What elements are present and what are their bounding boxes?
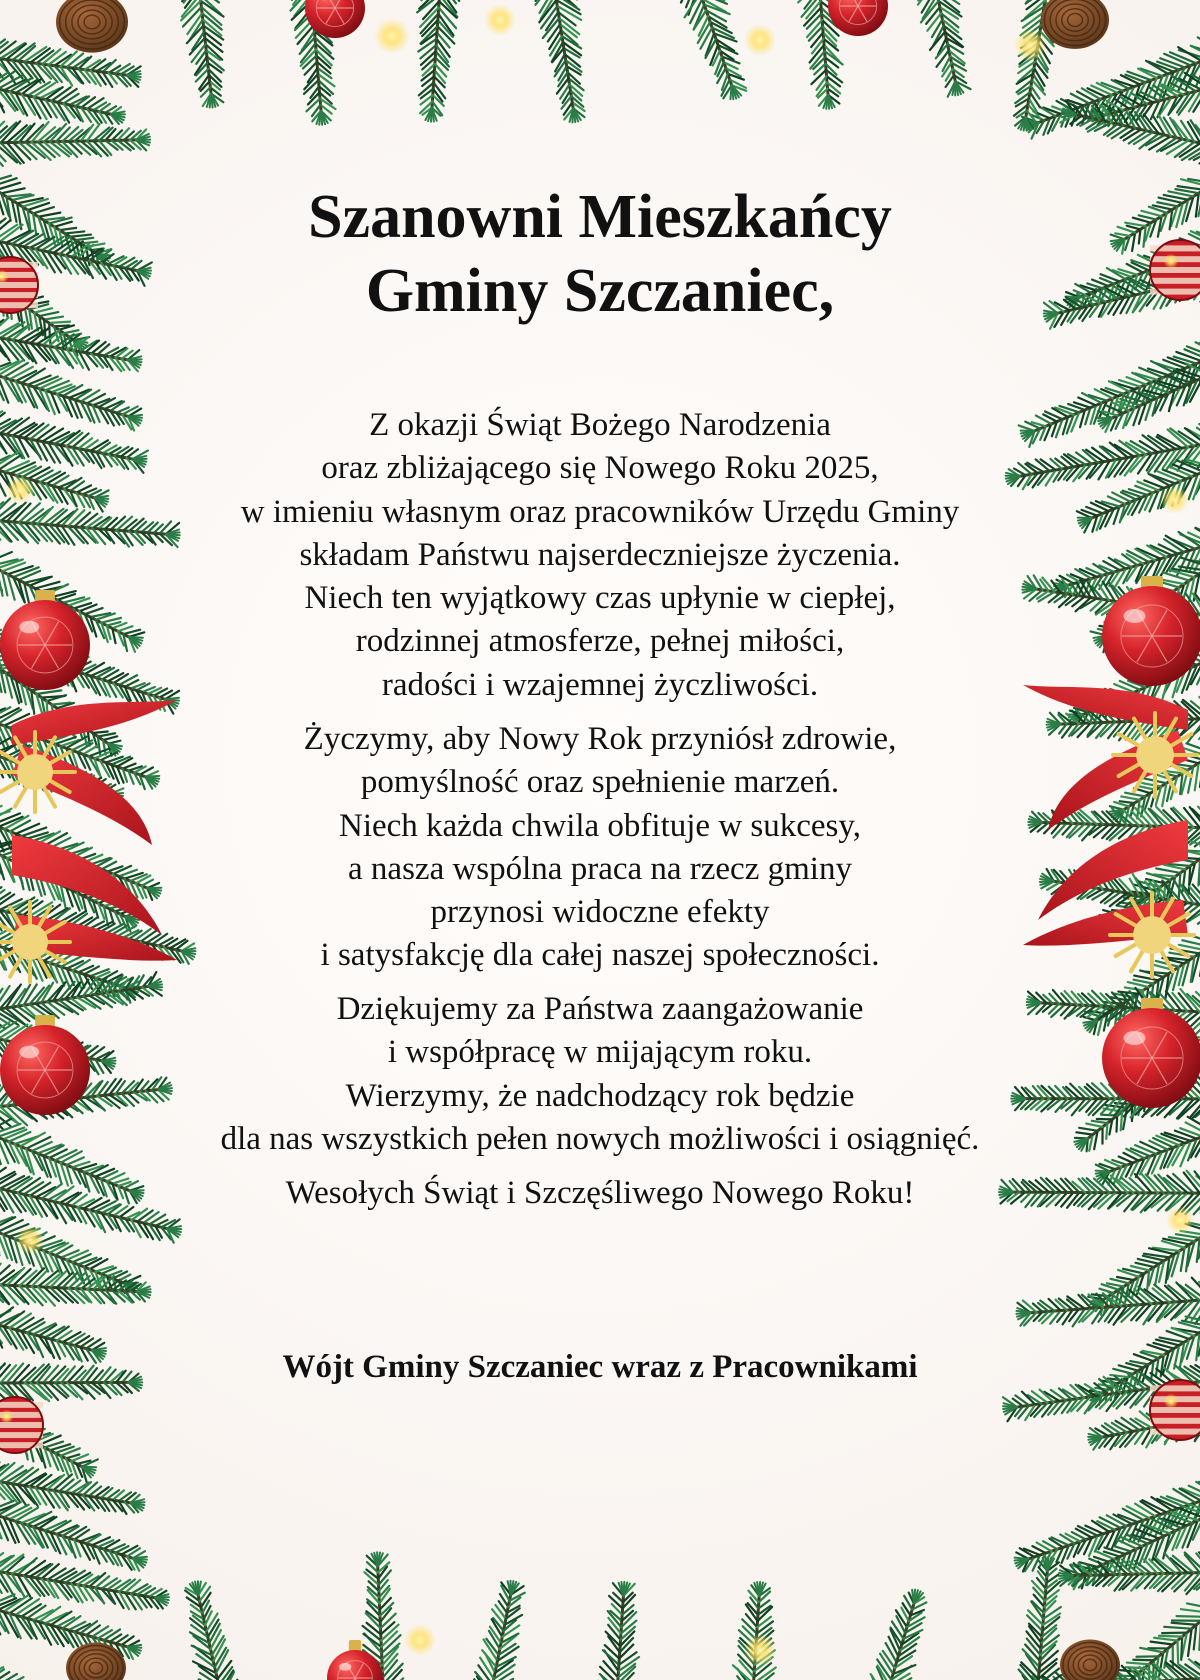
- closing-wishes: Wesołych Świąt i Szczęśliwego Nowego Roku!: [285, 1175, 915, 1211]
- paragraph-line: i współpracę w mijającym roku.: [387, 1034, 813, 1071]
- paragraph-line: rodzinnej atmosferze, pełnej miłości,: [355, 623, 845, 660]
- paragraph-line: i satysfakcję dla całej naszej społeczności.: [320, 937, 880, 974]
- paragraph-line: składam Państwu najserdeczniejsze życzenia.: [299, 536, 901, 573]
- paragraph-line: Z okazji Świąt Bożego Narodzenia: [369, 407, 831, 443]
- paragraph-line: Niech każda chwila obfituje w sukcesy,: [338, 807, 861, 844]
- paragraph-line: a nasza wspólna praca na rzecz gminy: [348, 850, 852, 887]
- greeting-paragraph-2: [150, 718, 1050, 978]
- paragraph-line: oraz zbliżającego się Nowego Roku 2025,: [321, 450, 879, 487]
- paragraph-line: Dziękujemy za Państwa zaangażowanie: [336, 991, 864, 1027]
- greeting-heading-line-1: Szanowni Mieszkańcy: [308, 183, 892, 251]
- paragraph-line: pomyślność oraz spełnienie marzeń.: [360, 764, 840, 801]
- greeting-paragraph-3: [150, 988, 1050, 1161]
- greeting-heading-line-2: Gminy Szczaniec,: [365, 257, 835, 325]
- paragraph-line: dla nas wszystkich pełen nowych możliwości i osiągnięć.: [220, 1120, 980, 1157]
- paragraph-line: Wierzymy, że nadchodzący rok będzie: [345, 1077, 855, 1114]
- paragraph-line: Niech ten wyjątkowy czas upłynie w ciepłej,: [304, 580, 896, 617]
- paragraph-line: w imieniu własnym oraz pracowników Urzędu Gminy: [240, 493, 960, 530]
- paragraph-line: przynosi widoczne efekty: [430, 894, 770, 931]
- paragraph-line: radości i wzajemnej życzliwości.: [381, 666, 819, 703]
- greeting-paragraph-1: [150, 404, 1050, 707]
- paragraph-line: Życzymy, aby Nowy Rok przyniósł zdrowie,: [303, 721, 897, 757]
- signature: Wójt Gminy Szczaniec wraz z Pracownikami: [282, 1349, 918, 1385]
